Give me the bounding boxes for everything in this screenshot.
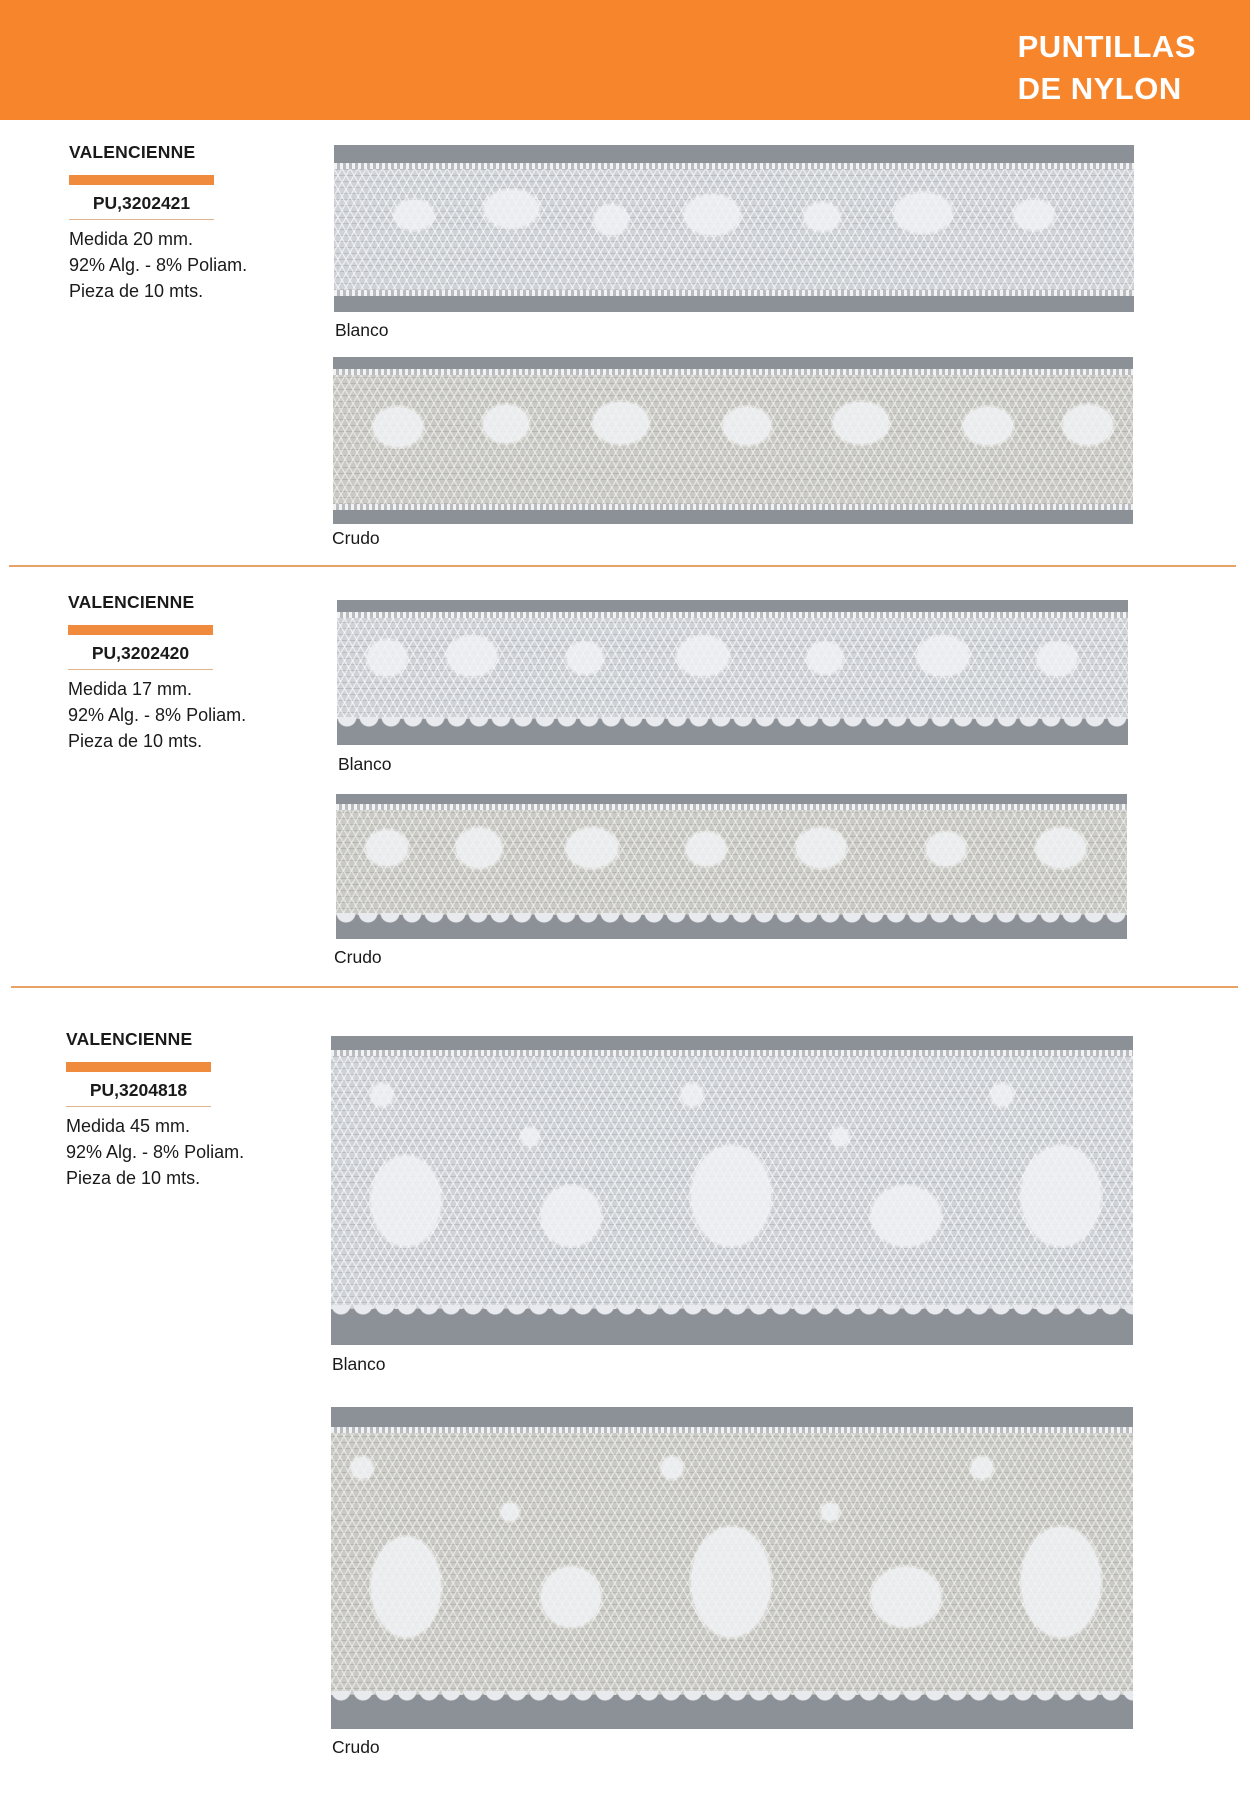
product-info <box>69 142 247 304</box>
product-category: VALENCIENNE <box>69 142 196 162</box>
detail-composition: 92% Alg. - 8% Poliam. <box>68 705 247 725</box>
section-divider <box>9 565 1236 567</box>
header-banner <box>0 0 1250 120</box>
lace-swatch-image <box>331 1407 1133 1729</box>
lace-swatch-image <box>331 1036 1133 1345</box>
product-details <box>69 226 247 304</box>
product-category: VALENCIENNE <box>66 1029 193 1049</box>
lace-swatch-image <box>333 357 1133 524</box>
product-code: PU,3202420 <box>68 643 213 670</box>
color-label: Crudo <box>332 1737 380 1757</box>
color-label: Blanco <box>338 754 392 774</box>
detail-size: Medida 45 mm. <box>66 1116 191 1136</box>
accent-bar <box>66 1062 211 1072</box>
section-divider <box>11 986 1238 988</box>
product-info <box>66 1029 244 1191</box>
detail-composition: 92% Alg. - 8% Poliam. <box>66 1142 245 1162</box>
product-info <box>68 592 246 754</box>
detail-length: Pieza de 10 mts. <box>66 1168 201 1188</box>
product-details <box>66 1113 244 1191</box>
lace-swatch-image <box>337 600 1128 745</box>
page-title: PUNTILLAS DE NYLON <box>1017 29 1196 106</box>
product-category: VALENCIENNE <box>68 592 195 612</box>
detail-length: Pieza de 10 mts. <box>69 281 204 301</box>
accent-bar <box>69 175 214 185</box>
detail-composition: 92% Alg. - 8% Poliam. <box>69 255 248 275</box>
lace-swatch-image <box>336 794 1127 939</box>
color-label: Crudo <box>334 947 382 967</box>
color-label: Blanco <box>335 320 389 340</box>
color-label: Crudo <box>332 528 380 548</box>
detail-size: Medida 20 mm. <box>69 229 194 249</box>
product-code: PU,3202421 <box>69 193 214 220</box>
product-code: PU,3204818 <box>66 1080 211 1107</box>
detail-length: Pieza de 10 mts. <box>68 731 203 751</box>
accent-bar <box>68 625 213 635</box>
color-label: Blanco <box>332 1354 386 1374</box>
detail-size: Medida 17 mm. <box>68 679 193 699</box>
lace-swatch-image <box>334 145 1134 312</box>
product-details <box>68 676 246 754</box>
